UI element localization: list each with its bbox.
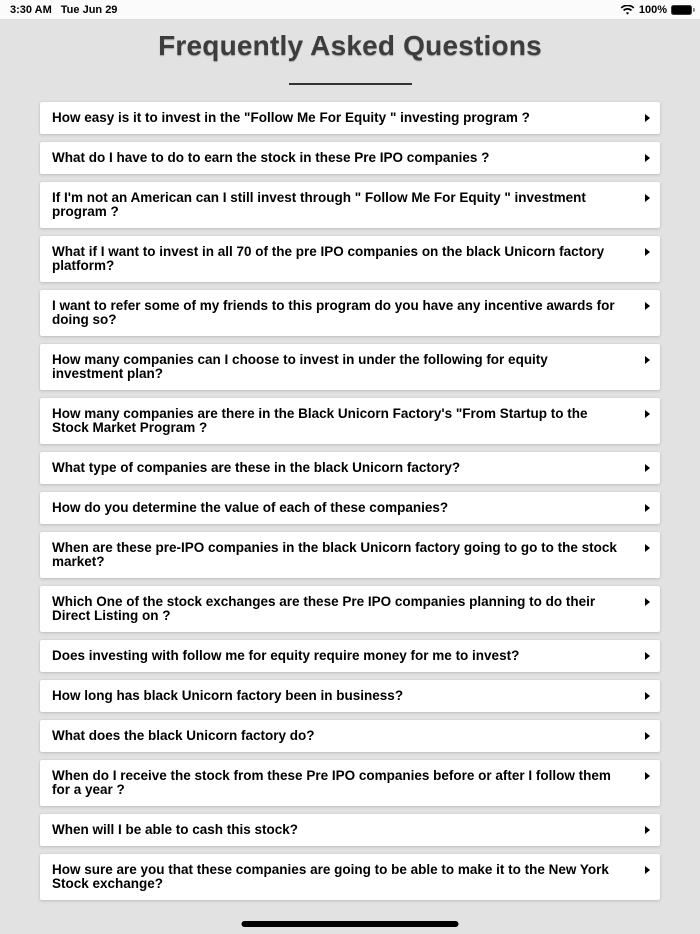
- header: [0, 20, 700, 85]
- faq-item[interactable]: [40, 142, 660, 174]
- page-title: Frequently Asked Questions: [158, 30, 542, 61]
- faq-item[interactable]: [40, 182, 660, 228]
- chevron-right-icon: [645, 504, 650, 512]
- faq-question: If I'm not an American can I still invest through " Follow Me For Equity " investment program ?: [52, 190, 586, 219]
- faq-question: What type of companies are these in the black Unicorn factory?: [52, 460, 461, 475]
- chevron-right-icon: [645, 464, 650, 472]
- chevron-right-icon: [645, 356, 650, 364]
- chevron-right-icon: [645, 732, 650, 740]
- faq-item[interactable]: [40, 760, 660, 806]
- faq-question: When do I receive the stock from these Pre IPO companies before or after I follow them for a year ?: [52, 768, 611, 797]
- battery-icon: [671, 5, 695, 15]
- faq-question: Does investing with follow me for equity require money for me to invest?: [52, 648, 520, 663]
- status-bar-left: [10, 4, 117, 16]
- home-indicator[interactable]: [242, 921, 459, 927]
- faq-question: When will I be able to cash this stock?: [52, 822, 299, 837]
- status-time: 3:30 AM: [10, 3, 52, 16]
- faq-question: I want to refer some of my friends to this program do you have any incentive awards for doing so?: [52, 298, 615, 327]
- faq-item[interactable]: [40, 586, 660, 632]
- faq-question: How long has black Unicorn factory been in business?: [52, 688, 404, 703]
- faq-item[interactable]: [40, 680, 660, 712]
- faq-item[interactable]: [40, 398, 660, 444]
- faq-item[interactable]: [40, 492, 660, 524]
- chevron-right-icon: [645, 652, 650, 660]
- chevron-right-icon: [645, 544, 650, 552]
- faq-question: What if I want to invest in all 70 of the pre IPO companies on the black Unicorn factory platform?: [52, 244, 605, 273]
- faq-question: How many companies can I choose to invest in under the following for equity investment plan?: [52, 352, 548, 381]
- chevron-right-icon: [645, 692, 650, 700]
- battery-percent: 100%: [638, 3, 667, 16]
- status-date: Tue Jun 29: [60, 3, 118, 16]
- faq-item[interactable]: [40, 532, 660, 578]
- chevron-right-icon: [645, 598, 650, 606]
- faq-question: When are these pre-IPO companies in the black Unicorn factory going to go to the stock market?: [52, 540, 617, 569]
- faq-question: What do I have to do to earn the stock in these Pre IPO companies ?: [52, 150, 490, 165]
- title-underline-rule: [289, 83, 412, 85]
- faq-question: Which One of the stock exchanges are these Pre IPO companies planning to do their Direct Listing on ?: [52, 594, 596, 623]
- chevron-right-icon: [645, 248, 650, 256]
- faq-question: How many companies are there in the Black Unicorn Factory's "From Startup to the Stock Market Program ?: [52, 406, 588, 435]
- faq-item[interactable]: [40, 102, 660, 134]
- chevron-right-icon: [645, 114, 650, 122]
- chevron-right-icon: [645, 410, 650, 418]
- battery-nub: [693, 8, 695, 12]
- chevron-right-icon: [645, 866, 650, 874]
- chevron-right-icon: [645, 154, 650, 162]
- faq-item[interactable]: [40, 854, 660, 900]
- status-bar-right: [620, 4, 695, 16]
- chevron-right-icon: [645, 302, 650, 310]
- faq-question: How easy is it to invest in the "Follow Me For Equity " investing program ?: [52, 110, 530, 125]
- battery-body: [671, 5, 692, 15]
- wifi-icon: [620, 4, 635, 15]
- faq-item[interactable]: [40, 236, 660, 282]
- faq-question: How do you determine the value of each of these companies?: [52, 500, 449, 515]
- faq-question: How sure are you that these companies are going to be able to make it to the New York Stock exchange?: [52, 862, 609, 891]
- status-bar: [0, 0, 700, 20]
- faq-item[interactable]: [40, 720, 660, 752]
- faq-item[interactable]: [40, 814, 660, 846]
- chevron-right-icon: [645, 826, 650, 834]
- chevron-right-icon: [645, 194, 650, 202]
- faq-item[interactable]: [40, 344, 660, 390]
- faq-item[interactable]: [40, 640, 660, 672]
- faq-question: What does the black Unicorn factory do?: [52, 728, 315, 743]
- faq-item[interactable]: [40, 452, 660, 484]
- faq-item[interactable]: [40, 290, 660, 336]
- faq-list: [40, 102, 660, 900]
- chevron-right-icon: [645, 772, 650, 780]
